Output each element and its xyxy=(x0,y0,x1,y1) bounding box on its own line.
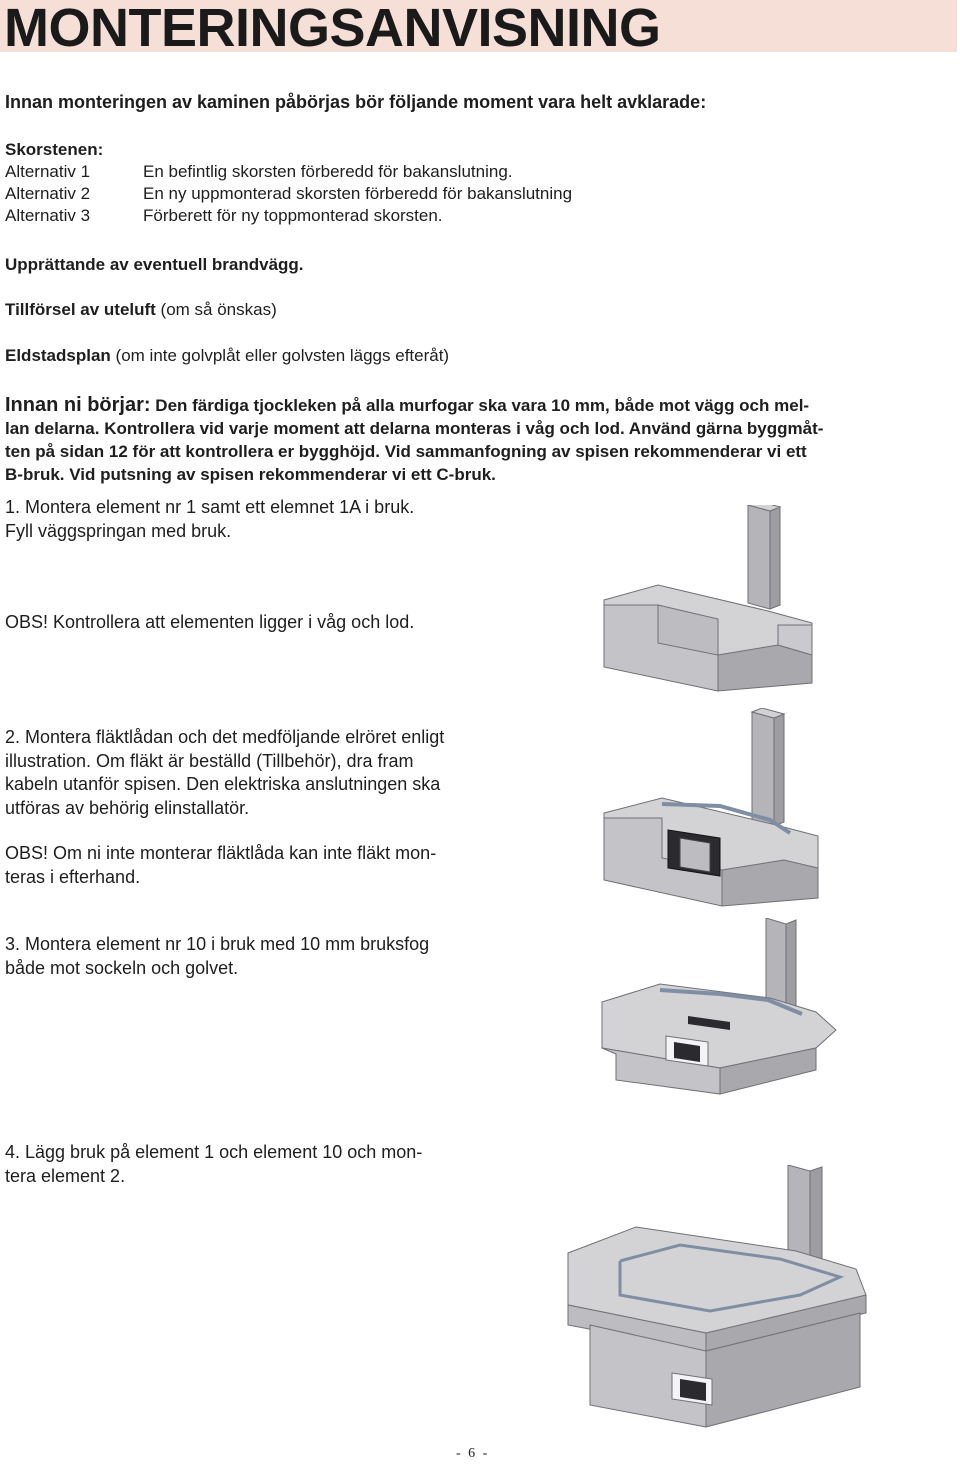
before-start-text: ten på sidan 12 för att kontrollera er bygghöjd. Vid sammanfogning av spisen rekommenderar vi ett xyxy=(5,442,807,461)
outdoor-air-note: (om så önskas) xyxy=(155,300,277,319)
alternative-key: Alternativ 1 xyxy=(5,162,91,181)
alternative-row xyxy=(5,161,572,183)
hearth-note: (om inte golvplåt eller golvsten läggs efteråt) xyxy=(110,346,450,365)
alternative-row xyxy=(5,183,572,205)
intro-heading: Innan monteringen av kaminen påbörjas bör följande moment vara helt avklarade: xyxy=(5,92,707,112)
step-3-text xyxy=(5,933,429,980)
page-title: MONTERINGSANVISNING xyxy=(4,0,661,58)
before-start-text: Den färdiga tjockleken på alla murfogar ska vara 10 mm, både mot vägg och mel- xyxy=(155,396,810,415)
step-4-text xyxy=(5,1141,422,1188)
chimney-heading: Skorstenen: xyxy=(5,140,104,159)
step-line: utföras av behörig elinstallatör. xyxy=(5,797,250,818)
before-start-text: B-bruk. Vid putsning av spisen rekommenderar vi ett C-bruk. xyxy=(5,465,496,484)
step-line: Fyll väggspringan med bruk. xyxy=(5,520,232,541)
step-line: 4. Lägg bruk på element 1 och element 10 och mon- xyxy=(5,1142,423,1162)
step-line: tera element 2. xyxy=(5,1165,126,1186)
step-2-obs xyxy=(5,842,436,889)
step-line: teras i efterhand. xyxy=(5,866,141,887)
step-1-text xyxy=(5,496,414,543)
page-number: - 6 - xyxy=(456,1446,490,1461)
step-line: illustration. Om fläkt är beställd (Tillbehör), dra fram xyxy=(5,750,414,771)
outdoor-air-label: Tillförsel av uteluft xyxy=(5,300,156,319)
outdoor-air-line xyxy=(5,299,277,321)
step-line: både mot sockeln och golvet. xyxy=(5,957,239,978)
step-line: 1. Montera element nr 1 samt ett elemnet 1A i bruk. xyxy=(5,497,415,517)
before-start-text: lan delarna. Kontrollera vid varje moment att delarna monteras i våg och lod. Använd gärna byggmåt- xyxy=(5,419,824,438)
alternative-text: En ny uppmonterad skorsten förberedd för bakanslutning xyxy=(143,184,573,203)
step-1-obs: OBS! Kontrollera att elementen ligger i våg och lod. xyxy=(5,612,415,632)
alternative-key: Alternativ 2 xyxy=(5,184,91,203)
step-line: OBS! Om ni inte monterar fläktlåda kan inte fläkt mon- xyxy=(5,843,437,863)
chimney-section xyxy=(5,139,572,227)
step-2-text xyxy=(5,726,444,820)
step-line: 3. Montera element nr 10 i bruk med 10 mm bruksfog xyxy=(5,934,430,954)
step-3-illustration xyxy=(590,918,840,1108)
alternative-key: Alternativ 3 xyxy=(5,206,91,225)
before-start-block xyxy=(5,394,935,486)
firewall-line: Upprättande av eventuell brandvägg. xyxy=(5,255,304,274)
hearth-label: Eldstadsplan xyxy=(5,346,111,365)
before-start-line xyxy=(5,394,935,417)
step-line: 2. Montera fläktlådan och det medföljande elröret enligt xyxy=(5,727,445,747)
step-4-illustration xyxy=(560,1165,870,1435)
step-line: kabeln utanför spisen. Den elektriska anslutningen ska xyxy=(5,774,441,794)
step-2-illustration xyxy=(600,708,825,913)
step-1-illustration xyxy=(598,505,820,695)
hearth-line xyxy=(5,345,449,367)
alternative-text: En befintlig skorsten förberedd för bakanslutning. xyxy=(143,162,513,181)
alternative-text: Förberett för ny toppmonterad skorsten. xyxy=(143,206,443,225)
before-start-lead: Innan ni börjar: xyxy=(5,394,151,416)
alternative-row xyxy=(5,205,572,227)
